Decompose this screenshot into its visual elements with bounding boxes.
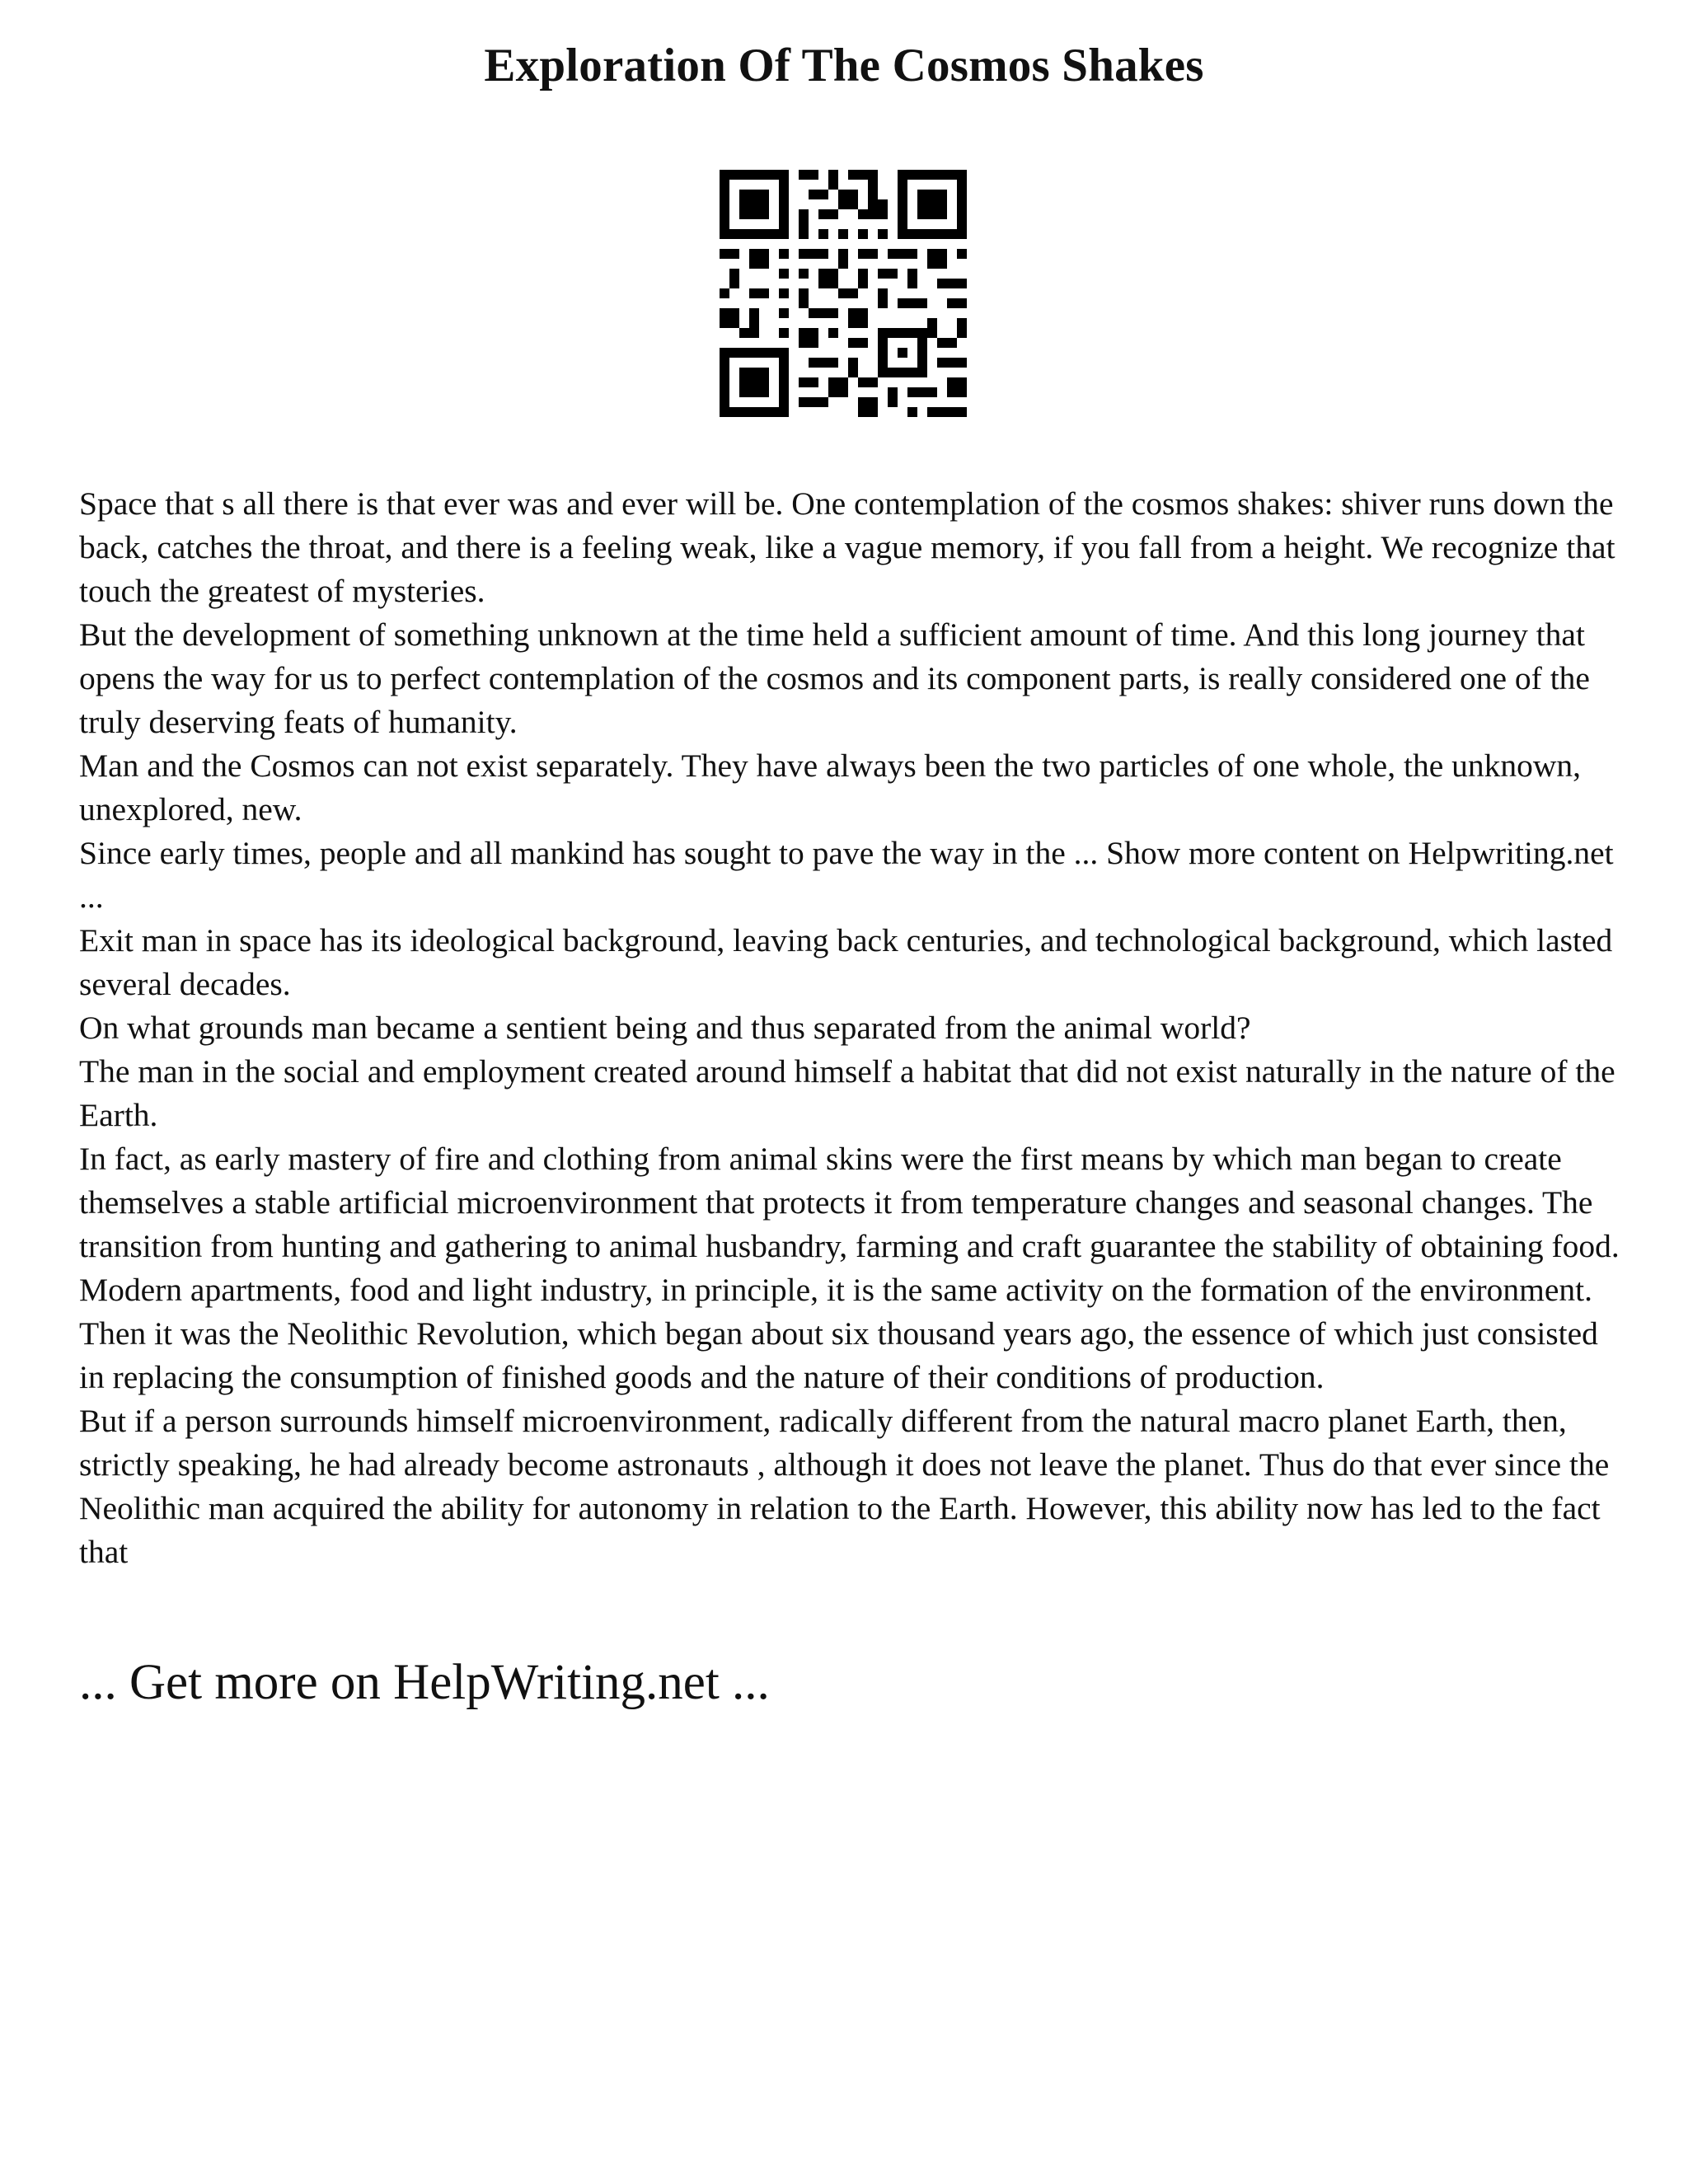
paragraph: But the development of something unknown at the time held a sufficient amount of time. And this long journey that opens the way for us to perfect contemplation of the cosmos and its component parts, is really considered one of the truly deserving feats of humanity.: [79, 616, 1590, 740]
article-body: [79, 482, 1629, 1574]
paragraph: Since early times, people and all mankind has sought to pave the way in the ... Show more content on Helpwriting.net ...: [79, 835, 1614, 915]
get-more-link[interactable]: ... Get more on HelpWriting.net ...: [79, 1655, 770, 1710]
paragraph: On what grounds man became a sentient being and thus separated from the animal world?: [79, 1010, 1251, 1046]
paragraph: But if a person surrounds himself microenvironment, radically different from the natural macro planet Earth, then, strictly speaking, he had already become astronauts , although it does not leave the planet. Thus do that ever since the Neolithic man acquired the ability for autonomy in relation to the Earth. However, this ability now has led to the fact that: [79, 1403, 1610, 1570]
page-title: Exploration Of The Cosmos Shakes: [484, 40, 1204, 91]
paragraph: The man in the social and employment created around himself a habitat that did not exist naturally in the nature of the Earth.: [79, 1053, 1615, 1133]
paragraph: Exit man in space has its ideological background, leaving back centuries, and technological background, which lasted several decades.: [79, 922, 1613, 1002]
qr-code-icon: [720, 170, 967, 417]
paragraph: Man and the Cosmos can not exist separately. They have always been the two particles of one whole, the unknown, unexplored, new.: [79, 748, 1581, 827]
paragraph: In fact, as early mastery of fire and clothing from animal skins were the first means by which man began to create themselves a stable artificial microenvironment that protects it from temperature changes and seasonal changes. The transition from hunting and gathering to animal husbandry, farming and craft guarantee the stability of obtaining food. Modern apartments, food and light industry, in principle, it is the same activity on the formation of the environment. Then it was the Neolithic Revolution, which began about six thousand years ago, the essence of which just consisted in replacing the consumption of finished goods and the nature of their conditions of production.: [79, 1141, 1620, 1395]
paragraph: Space that s all there is that ever was and ever will be. One contemplation of the cosmos shakes: shiver runs down the back, catches the throat, and there is a feeling weak, like a vague memory, if you fall from a height. We recognize that touch the greatest of mysteries.: [79, 485, 1615, 609]
